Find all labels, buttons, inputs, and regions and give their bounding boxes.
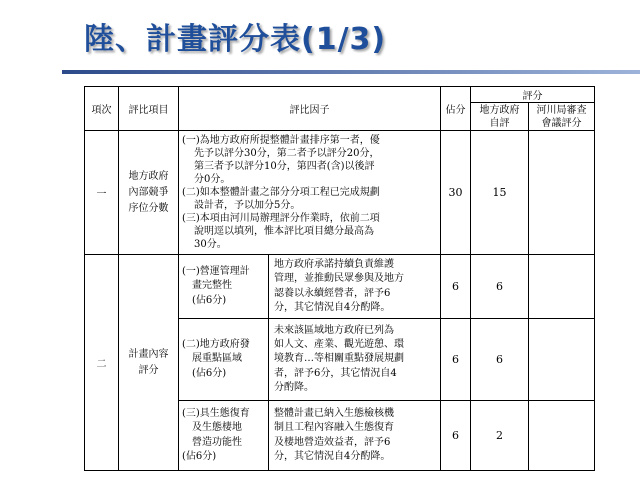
row2-sub2-weight: 6 [441, 319, 471, 401]
header-factor: 評比因子 [179, 87, 441, 131]
row2-sub1-label: (一)營運管理計 畫完整性 (佔6分) [179, 255, 269, 319]
row1-weight: 30 [441, 131, 471, 255]
row1-item: 地方政府 內部競爭 序位分數 [119, 131, 179, 255]
row2-sub3-local-self-score: 2 [471, 401, 529, 471]
scoring-table [84, 86, 595, 471]
title-divider [62, 70, 640, 74]
table-row [85, 255, 595, 319]
table-row [85, 131, 595, 255]
row1-no: 一 [85, 131, 119, 255]
row2-sub2-local-self-score: 6 [471, 319, 529, 401]
row2-sub3-label: (三)具生態復育 及生態棲地 營造功能性 (佔6分) [179, 401, 269, 471]
header-river-bureau: 河川局審查 會議評分 [529, 103, 595, 131]
header-score-group: 評分 [471, 87, 595, 103]
row2-no: 二 [85, 255, 119, 471]
row2-sub3-factor: 整體計畫已納入生態檢核機 制且工程內容融入生態復育 及棲地營造效益者，評予6 分，其它情況自4分酌降。 [269, 401, 441, 471]
row2-sub1-river-score [529, 255, 595, 319]
row1-local-self-score: 15 [471, 131, 529, 255]
row2-item: 計畫內容 評分 [119, 255, 179, 471]
row2-sub1-factor: 地方政府承諾持續負責維護 管理，並推動民眾參與及地方 認養以永續經營者，評予6 分，其它情況自4分酌降。 [269, 255, 441, 319]
header-no: 項次 [85, 87, 119, 131]
row2-sub2-factor: 未來該區域地方政府已列為 如人文、產業、觀光遊憩、環 境教育…等相關重點發展規劃 者，評予6分，其它情況自4 分酌降。 [269, 319, 441, 401]
header-weight: 佔分 [441, 87, 471, 131]
row2-sub2-label: (二)地方政府發 展重點區域 (佔6分) [179, 319, 269, 401]
row2-sub3-weight: 6 [441, 401, 471, 471]
row1-river-score [529, 131, 595, 255]
row2-sub3-river-score [529, 401, 595, 471]
header-item: 評比項目 [119, 87, 179, 131]
row2-sub2-river-score [529, 319, 595, 401]
row2-sub1-weight: 6 [441, 255, 471, 319]
header-local-self: 地方政府 自評 [471, 103, 529, 131]
row1-factor: (一)為地方政府所提整體計畫排序第一者，優 先予以評分30分，第二者予以評分20分， 第三者予以評分10分，第四者(含)以後評 分0分。 (二)如本整體計畫之部分分項工程已完成規劃 設計者，予以加分5分。 (三)本項由河川局辦理評分作業時，依前二項 說明逕以填列，惟本評比項目總分最高為 30分。 [179, 131, 441, 255]
slide-title: 陸、計畫評分表(1/3) [84, 22, 387, 57]
row2-sub1-local-self-score: 6 [471, 255, 529, 319]
